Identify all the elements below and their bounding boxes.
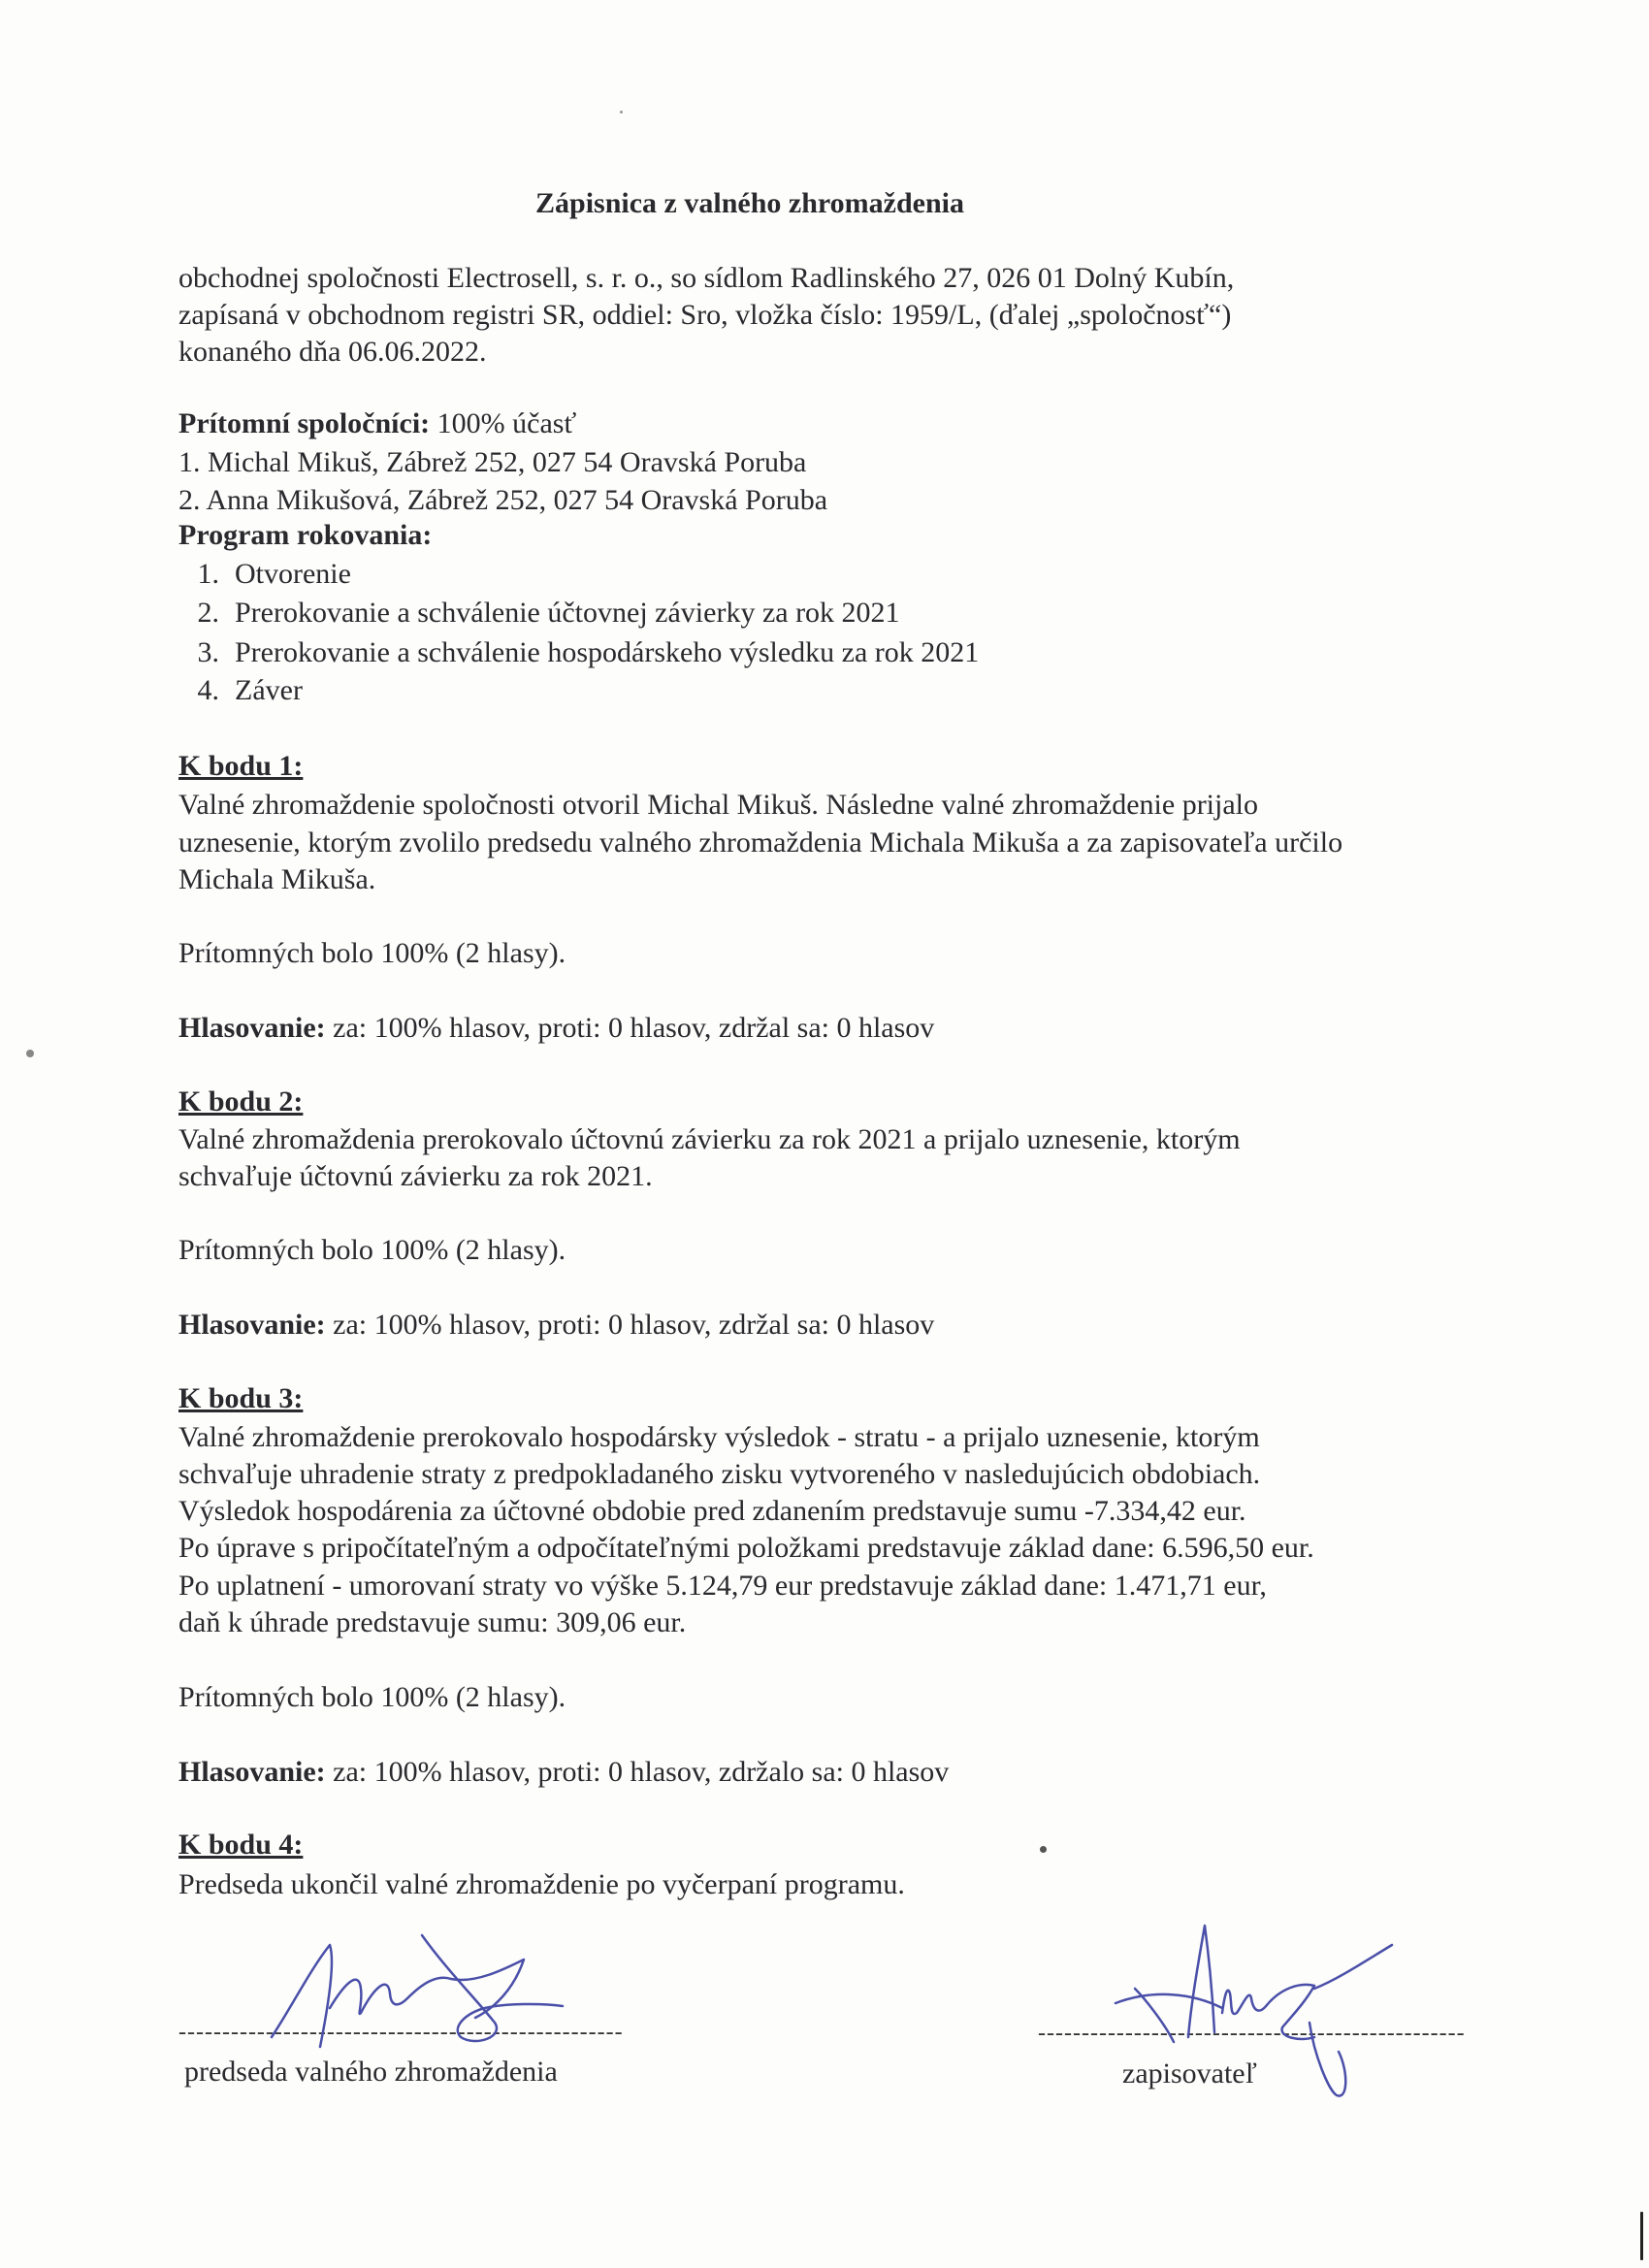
section-3-line: Po úprave s pripočítateľným a odpočítateľnými položkami predstavuje základ dane: 6.596,50 eur.: [178, 1532, 1314, 1564]
section-heading-2: K bodu 2:: [178, 1085, 304, 1118]
section-3-present: Prítomných bolo 100% (2 hlasy).: [178, 1681, 566, 1713]
section-1-vote: Hlasovanie: za: 100% hlasov, proti: 0 hlasov, zdržal sa: 0 hlasov: [178, 1012, 935, 1044]
section-heading-3: K bodu 3:: [178, 1382, 304, 1414]
section-3-line: schvaľuje uhradenie straty z predpokladaného zisku vytvoreného v nasledujúcich obdobiach.: [178, 1458, 1261, 1490]
section-3-vote: Hlasovanie: za: 100% hlasov, proti: 0 hlasov, zdržalo sa: 0 hlasov: [178, 1756, 950, 1788]
section-1-present: Prítomných bolo 100% (2 hlasy).: [178, 937, 566, 969]
program-item: 2. Prerokovanie a schválenie účtovnej závierky za rok 2021: [197, 597, 900, 629]
signature-line-left: ---------------------------------------------------: [178, 2020, 624, 2045]
signature-label-right: zapisovateľ: [1122, 2057, 1257, 2090]
program-item: 4. Záver: [197, 674, 303, 706]
program-item: 1. Otvorenie: [197, 558, 351, 590]
document-title: Zápisnica z valného zhromaždenia: [535, 187, 964, 219]
section-2-line: Valné zhromaždenia prerokovalo účtovnú závierku za rok 2021 a prijalo uznesenie, ktorým: [178, 1123, 1241, 1155]
section-4-line: Predseda ukončil valné zhromaždenie po vyčerpaní programu.: [178, 1868, 905, 1900]
section-2-present: Prítomných bolo 100% (2 hlasy).: [178, 1234, 566, 1266]
section-3-line: daň k úhrade predstavuje sumu: 309,06 eur.: [178, 1606, 687, 1638]
intro-line-1: obchodnej spoločnosti Electrosell, s. r. o., so sídlom Radlinského 27, 026 01 Dolný Kubín,: [178, 262, 1235, 294]
scan-speck: [1040, 1846, 1047, 1853]
section-1-line: Michala Mikuša.: [178, 863, 376, 895]
partners-line: [178, 405, 576, 442]
partner-item: 1. Michal Mikuš, Zábrež 252, 027 54 Oravská Poruba: [178, 446, 807, 478]
program-item: 3. Prerokovanie a schválenie hospodárskeho výsledku za rok 2021: [197, 636, 980, 668]
signature-line-right: -------------------------------------------------: [1038, 2021, 1466, 2046]
section-2-line: schvaľuje účtovnú závierku za rok 2021.: [178, 1160, 653, 1192]
section-1-line: uznesenie, ktorým zvolilo predsedu valného zhromaždenia Michala Mikuša a za zapisovateľa určilo: [178, 826, 1343, 859]
partners-label: Prítomní spoločníci:: [178, 407, 431, 439]
section-heading-4: K bodu 4:: [178, 1829, 304, 1861]
chairman-signature-image: [252, 1892, 601, 2076]
section-3-line: Po uplatnení - umorovaní straty vo výške 5.124,79 eur predstavuje základ dane: 1.471,71 eur,: [178, 1570, 1267, 1602]
scan-speck: [26, 1050, 34, 1057]
program-label: Program rokovania:: [178, 519, 433, 551]
section-2-vote: Hlasovanie: za: 100% hlasov, proti: 0 hlasov, zdržal sa: 0 hlasov: [178, 1309, 935, 1341]
section-3-line: Výsledok hospodárenia za účtovné obdobie pred zdanením predstavuje sumu -7.334,42 eur.: [178, 1495, 1246, 1527]
intro-line-2: zapísaná v obchodnom registri SR, oddiel: Sro, vložka číslo: 1959/L, (ďalej „spoločnosť“): [178, 299, 1232, 331]
partner-item: 2. Anna Mikušová, Zábrež 252, 027 54 Oravská Poruba: [178, 484, 828, 516]
section-3-line: Valné zhromaždenie prerokovalo hospodársky výsledok - stratu - a prijalo uznesenie, ktorým: [178, 1421, 1260, 1453]
section-1-line: Valné zhromaždenie spoločnosti otvoril Michal Mikuš. Následne valné zhromaždenie prijalo: [178, 789, 1259, 821]
section-heading-1: K bodu 1:: [178, 750, 304, 782]
partners-value: 100% účasť: [430, 407, 577, 439]
scan-speck: [620, 111, 623, 113]
recorder-signature-image: [1116, 1896, 1406, 2110]
intro-line-3: konaného dňa 06.06.2022.: [178, 336, 487, 368]
scan-edge-mark: [1640, 2212, 1643, 2260]
signature-label-left: predseda valného zhromaždenia: [184, 2056, 558, 2088]
